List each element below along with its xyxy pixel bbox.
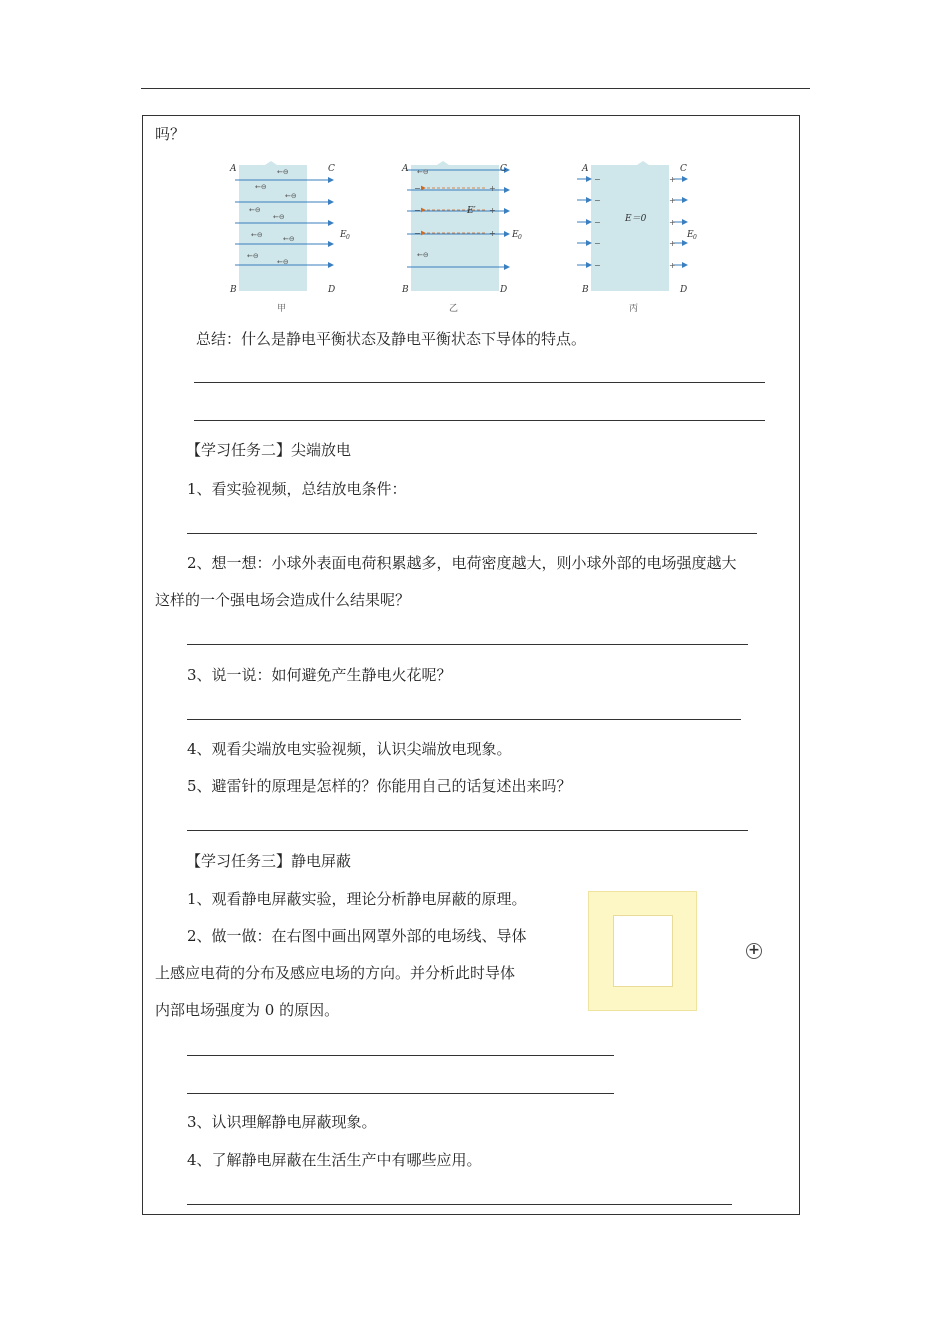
caption-bing: 丙 (629, 304, 639, 314)
label-e0: E (340, 230, 347, 240)
task2-q1: 1、看实验视频，总结放电条件： (187, 480, 407, 498)
answer-line[interactable] (194, 382, 765, 383)
charge-2: ←⊖ (417, 251, 429, 259)
label-d: D (500, 285, 508, 295)
shield-interior (613, 915, 673, 987)
answer-line[interactable] (187, 1093, 614, 1094)
charge-4: ←⊖ (249, 206, 261, 214)
label-e-prime: E′ (467, 206, 476, 216)
caption-jia: 甲 (277, 304, 287, 314)
figure-jia (225, 157, 350, 315)
label-e0-sub: 0 (693, 234, 697, 241)
label-e0: E (687, 230, 694, 240)
task2-heading: 【学习任务二】尖端放电 (186, 441, 352, 459)
label-e-zero: E＝0 (625, 214, 647, 224)
task3-q2-line3: 内部电场强度为 0 的原因。 (155, 1001, 340, 1019)
task2-q2-line2: 这样的一个强电场会造成什么结果呢？ (155, 591, 411, 609)
charge-1: ←⊖ (417, 168, 429, 176)
label-c: C (680, 164, 687, 174)
conductor-slab (591, 161, 669, 291)
charge-3: ←⊖ (285, 192, 297, 200)
task3-q2-line1: 2、做一做：在右图中画出网罩外部的电场线、导体 (187, 927, 527, 945)
intro-fragment: 吗？ (155, 125, 186, 143)
label-a: A (402, 164, 409, 174)
label-c: C (500, 164, 507, 174)
label-b: B (582, 285, 589, 295)
minus-2: − (414, 206, 421, 215)
charge-9: ←⊖ (277, 258, 289, 266)
add-icon[interactable]: + (746, 943, 762, 959)
charge-2: ←⊖ (255, 183, 267, 191)
minus-2: − (594, 196, 601, 205)
minus-3: − (594, 218, 601, 227)
charge-1: ←⊖ (277, 168, 289, 176)
label-e0-sub: 0 (518, 234, 522, 241)
shield-diagram (588, 891, 697, 1011)
label-d: D (680, 285, 688, 295)
summary-prompt: 总结：什么是静电平衡状态及静电平衡状态下导体的特点。 (196, 330, 587, 348)
task2-q2-line1: 2、想一想：小球外表面电荷积累越多，电荷密度越大，则小球外部的电场强度越大 (187, 554, 737, 572)
caption-yi: 乙 (449, 304, 459, 314)
plus-3: + (489, 229, 496, 238)
label-d: D (328, 285, 336, 295)
charge-7: ←⊖ (283, 235, 295, 243)
charge-8: ←⊖ (247, 252, 259, 260)
plus-1: + (489, 184, 496, 193)
task3-q2-line2: 上感应电荷的分布及感应电场的方向。并分析此时导体 (155, 964, 516, 982)
task3-q3: 3、认识理解静电屏蔽现象。 (187, 1113, 377, 1131)
label-e0: E (512, 230, 519, 240)
plus-4: + (669, 239, 676, 248)
label-a: A (582, 164, 589, 174)
figure-bing (577, 157, 702, 315)
minus-1: − (414, 184, 421, 193)
charge-6: ←⊖ (251, 231, 263, 239)
label-b: B (230, 285, 237, 295)
task2-q3: 3、说一说：如何避免产生静电火花呢？ (187, 666, 452, 684)
header-rule (141, 88, 810, 89)
task3-q1: 1、观看静电屏蔽实验，理论分析静电屏蔽的原理。 (187, 890, 527, 908)
plus-2: + (489, 206, 496, 215)
answer-line[interactable] (187, 1055, 614, 1056)
answer-line[interactable] (194, 420, 765, 421)
minus-5: − (594, 261, 601, 270)
figure-yi (397, 157, 522, 315)
label-b: B (402, 285, 409, 295)
charge-5: ←⊖ (273, 213, 285, 221)
plus-5: + (669, 261, 676, 270)
task2-q4: 4、观看尖端放电实验视频，认识尖端放电现象。 (187, 740, 512, 758)
minus-3: − (414, 229, 421, 238)
answer-line[interactable] (187, 1204, 732, 1205)
label-c: C (328, 164, 335, 174)
task3-q4: 4、了解静电屏蔽在生活生产中有哪些应用。 (187, 1151, 482, 1169)
task2-q5: 5、避雷针的原理是怎样的？你能用自己的话复述出来吗？ (187, 777, 572, 795)
task3-heading: 【学习任务三】静电屏蔽 (186, 852, 352, 870)
answer-line[interactable] (187, 533, 757, 534)
answer-line[interactable] (187, 719, 741, 720)
plus-3: + (669, 218, 676, 227)
label-e0-sub: 0 (346, 234, 350, 241)
label-a: A (230, 164, 237, 174)
minus-1: − (594, 175, 601, 184)
plus-2: + (669, 196, 676, 205)
conductor-slab (411, 161, 499, 291)
answer-line[interactable] (187, 644, 748, 645)
answer-line[interactable] (187, 830, 748, 831)
minus-4: − (594, 239, 601, 248)
plus-1: + (669, 175, 676, 184)
